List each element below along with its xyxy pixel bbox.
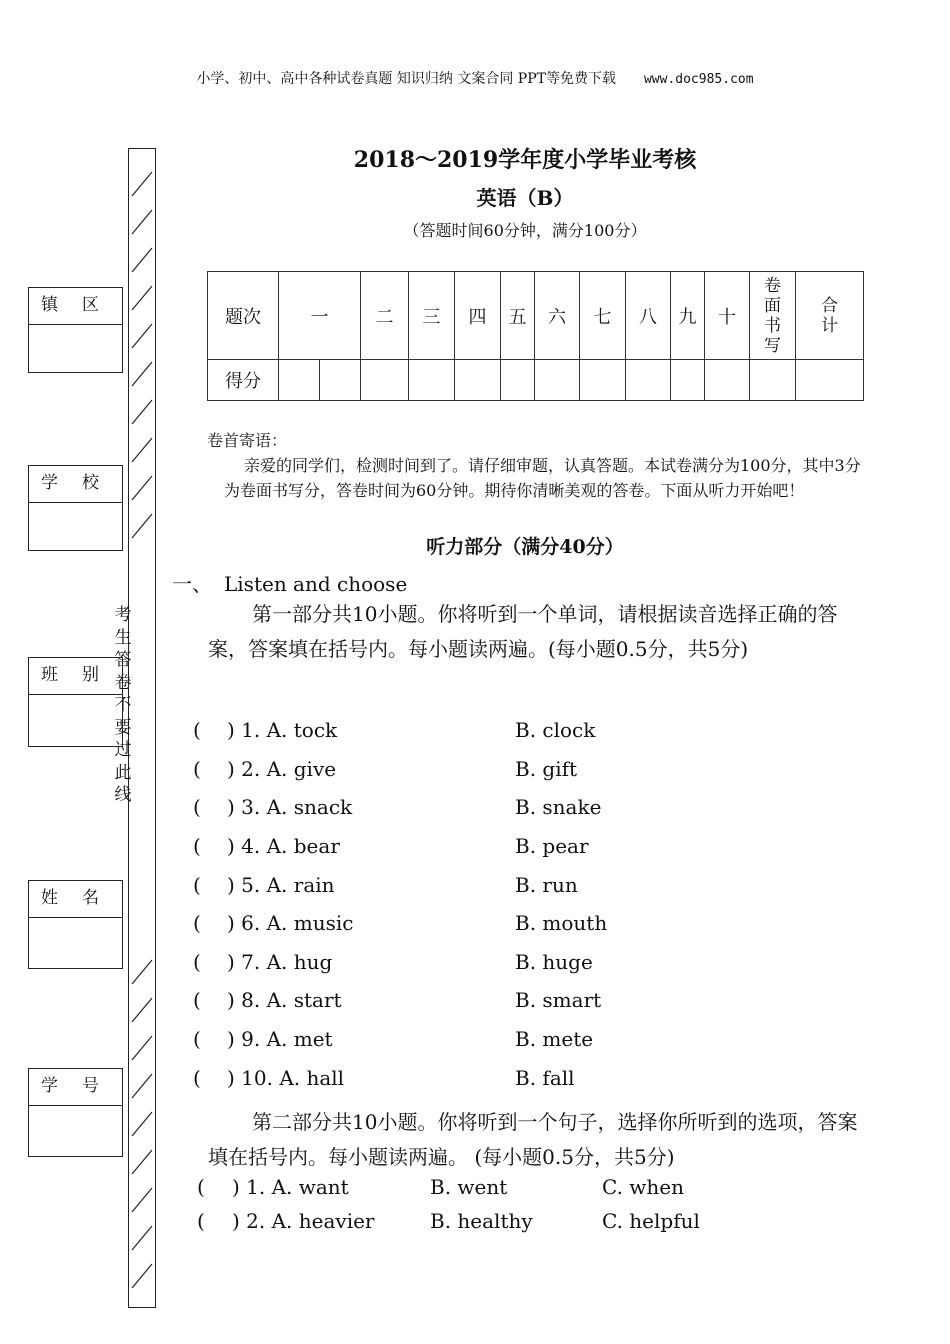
score-table-header-row — [208, 272, 864, 360]
score-cell[interactable] — [320, 360, 361, 401]
col-3: 三 — [409, 272, 455, 360]
field-school-label: 学 校 — [29, 466, 122, 503]
slash-mark — [132, 248, 152, 272]
item-option-a[interactable]: ) 9. A. met — [227, 1027, 333, 1051]
field-class[interactable] — [28, 657, 123, 747]
field-town[interactable] — [28, 287, 123, 373]
slash-mark — [132, 1264, 152, 1288]
item-option-b[interactable]: B. snake — [515, 795, 602, 819]
part1-instruction: 第一部分共10小题。你将听到一个单词，请根据读音选择正确的答案，答案填在括号内。每小题读两遍。(每小题0.5分，共5分) — [208, 602, 838, 661]
slash-mark — [132, 324, 152, 348]
col-handwriting — [750, 272, 796, 360]
question-1-number: 一、 — [172, 572, 212, 596]
item-option-a[interactable]: ) 2. A. give — [227, 757, 337, 781]
handwriting-label: 卷面书写 — [764, 275, 781, 356]
part2-instruction: 第二部分共10小题。你将听到一个句子，选择你所听到的选项，答案填在括号内。每小题读两遍。 (每小题0.5分，共5分) — [208, 1110, 858, 1169]
score-cell[interactable] — [580, 360, 626, 401]
item-option-a[interactable]: ) 6. A. music — [227, 911, 354, 935]
binding-warning: 考生答卷不要过此线 — [114, 605, 132, 805]
item-option-b[interactable]: B. healthy — [430, 1209, 533, 1233]
score-cell[interactable] — [671, 360, 705, 401]
slash-mark — [132, 400, 152, 424]
score-cell[interactable] — [796, 360, 864, 401]
slash-mark — [132, 1074, 152, 1098]
col-7: 七 — [580, 272, 626, 360]
field-class-label: 班 别 — [29, 658, 122, 695]
section-title: 听力部分（满分40分） — [426, 536, 624, 558]
question-1-heading — [172, 568, 407, 597]
question-1-title: Listen and choose — [224, 572, 408, 596]
slash-mark — [132, 476, 152, 500]
item-option-b[interactable]: B. pear — [515, 834, 589, 858]
item-option-b[interactable]: B. mete — [515, 1027, 594, 1051]
col-6: 六 — [535, 272, 580, 360]
exam-title: 2018～2019学年度小学毕业考核 — [353, 147, 697, 173]
item-option-b[interactable]: B. went — [430, 1175, 508, 1199]
header-text: 小学、初中、高中各种试卷真题 知识归纳 文案合同 PPT等免费下载 — [196, 71, 616, 87]
score-cell[interactable] — [626, 360, 671, 401]
slash-mark — [132, 172, 152, 196]
item-option-a[interactable]: ) 7. A. hug — [227, 950, 333, 974]
item-option-b[interactable]: B. smart — [515, 988, 602, 1012]
item-option-c[interactable]: C. when — [602, 1175, 685, 1199]
col-4: 四 — [455, 272, 501, 360]
item-option-c[interactable]: C. helpful — [602, 1209, 700, 1233]
item-option-a[interactable]: ) 8. A. start — [227, 988, 342, 1012]
col-1: 一 — [279, 272, 361, 360]
slash-mark — [132, 438, 152, 462]
intro-body: 亲爱的同学们，检测时间到了。请仔细审题，认真答题。本试卷满分为100分，其中3分为卷面书写分，答卷时间为60分钟。期待你清晰美观的答卷。下面从听力开始吧！ — [224, 456, 861, 500]
item-option-b[interactable]: B. mouth — [515, 911, 608, 935]
score-cell[interactable] — [455, 360, 501, 401]
slash-mark — [132, 960, 152, 984]
total-label: 合计 — [821, 295, 838, 336]
slash-mark — [132, 1188, 152, 1212]
score-cell[interactable] — [501, 360, 535, 401]
header-url[interactable]: www.doc985.com — [643, 72, 754, 87]
item-option-a[interactable]: ) 2. A. heavier — [232, 1209, 375, 1233]
site-header — [0, 68, 950, 88]
col-8: 八 — [626, 272, 671, 360]
slash-mark — [132, 286, 152, 310]
item-option-a[interactable]: ) 1. A. want — [232, 1175, 349, 1199]
col-total — [796, 272, 864, 360]
slash-mark — [132, 1226, 152, 1250]
score-cell[interactable] — [535, 360, 580, 401]
score-table — [207, 271, 864, 401]
item-option-a[interactable]: ) 5. A. rain — [227, 873, 335, 897]
slash-mark — [132, 1112, 152, 1136]
item-option-b[interactable]: B. fall — [515, 1066, 575, 1090]
field-town-label: 镇 区 — [29, 288, 122, 325]
field-student-id-label: 学 号 — [29, 1069, 122, 1106]
row-label-score: 得分 — [208, 360, 279, 401]
col-9: 九 — [671, 272, 705, 360]
exam-subtitle: 英语（B） — [476, 186, 574, 210]
field-name[interactable] — [28, 880, 123, 969]
score-cell[interactable] — [361, 360, 409, 401]
score-cell[interactable] — [279, 360, 320, 401]
col-5: 五 — [501, 272, 535, 360]
intro-title: 卷首寄语： — [207, 431, 288, 450]
score-table-score-row — [208, 360, 864, 401]
item-option-a[interactable]: ) 1. A. tock — [227, 718, 338, 742]
row-label-question: 题次 — [208, 272, 279, 360]
item-option-b[interactable]: B. run — [515, 873, 578, 897]
item-option-a[interactable]: ) 4. A. bear — [227, 834, 340, 858]
item-option-a[interactable]: ) 10. A. hall — [227, 1066, 345, 1090]
col-2: 二 — [361, 272, 409, 360]
item-option-a[interactable]: ) 3. A. snack — [227, 795, 353, 819]
item-option-b[interactable]: B. gift — [515, 757, 578, 781]
slash-mark — [132, 362, 152, 386]
field-name-label: 姓 名 — [29, 881, 122, 918]
slash-mark — [132, 1150, 152, 1174]
slash-mark — [132, 1036, 152, 1060]
col-10: 十 — [705, 272, 750, 360]
item-option-b[interactable]: B. huge — [515, 950, 593, 974]
field-student-id[interactable] — [28, 1068, 123, 1157]
item-option-b[interactable]: B. clock — [515, 718, 596, 742]
score-cell[interactable] — [409, 360, 455, 401]
exam-note: （答题时间60分钟，满分100分） — [403, 221, 647, 240]
slash-mark — [132, 998, 152, 1022]
field-school[interactable] — [28, 465, 123, 551]
score-cell[interactable] — [705, 360, 750, 401]
slash-mark — [132, 514, 152, 538]
score-cell[interactable] — [750, 360, 796, 401]
slash-mark — [132, 210, 152, 234]
